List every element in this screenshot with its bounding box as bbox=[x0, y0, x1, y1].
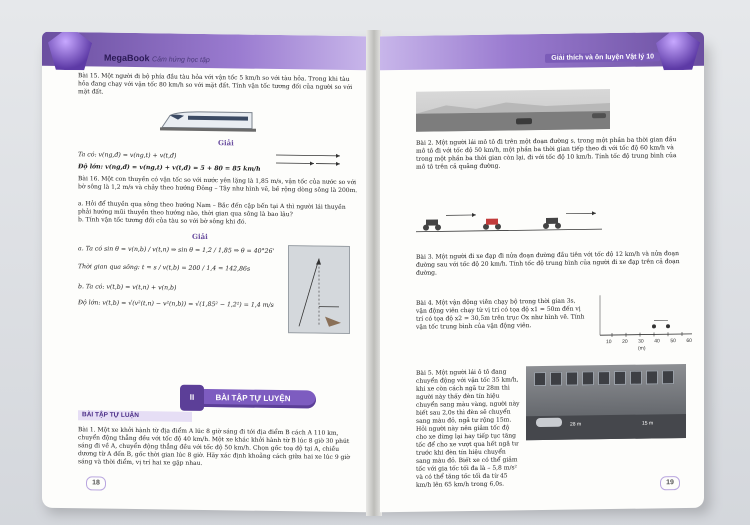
page-number-left: 18 bbox=[86, 476, 106, 490]
brand-name: MegaBook bbox=[104, 52, 150, 64]
exercise-3: Bài 3. Một người đi xe đạp đi nửa đoạn đường đầu tiên với tốc độ 12 km/h và nửa đoạn đường sau với tốc độ 20 km/h. Tính tốc độ trung bình của người đi xe đạp trên cả đoạn đường. bbox=[416, 250, 680, 277]
solution-2-b: b. Ta có: v(t,b) = v(t,n) + v(n,b) bbox=[78, 283, 177, 292]
exercise-16b: b. Tính vận tốc tương đối của tàu so với bờ sông khi đó. bbox=[78, 216, 247, 226]
solution-2-time: Thời gian qua sông: t = s / v(t,b) = 200 / 1,4 = 142,86s bbox=[78, 263, 251, 273]
solution-2-magnitude: Độ lớn: v(t,b) = √(v²(t,n) − v²(n,b)) = √(1,85² − 1,2²) = 1,4 m/s bbox=[78, 299, 274, 309]
velocity-vector-diagram bbox=[274, 147, 344, 174]
section-title: BÀI TẬP TỰ LUYỆN bbox=[215, 393, 291, 404]
solution-label-2: Giải bbox=[192, 231, 208, 242]
exercise-15: Bài 15. Một người đi bộ phía đầu tàu hỏa với vận tốc 5 km/h so với tàu hỏa. Trong khi tàu hỏa đang chạy với vận tốc 80 km/h so với mặt đất. Tính vận tốc tương đối của người so với mặt đất. bbox=[78, 72, 353, 96]
axis-tick-label: 40 bbox=[654, 338, 660, 345]
header-band bbox=[42, 32, 368, 71]
road-photo bbox=[416, 89, 610, 132]
brand-tagline: Cảm hứng học tập bbox=[152, 56, 210, 65]
exercise-5: Bài 5. Một người lái ô tô đang chuyển động với vận tốc 35 km/h, khi xe còn cách ngã tư 28m thì người này thấy đèn tín hiệu chuyển sang màu vàng, người này biết sau 2,0s thì đèn sẽ chuyển sang màu đỏ, ngã tư rộng 15m. Hỏi người này nên giảm tốc độ cho xe dừng lại hay tiếp tục tăng tốc để cho xe vượt qua hết ngã tư trước khi đèn tín hiệu chuyển sang màu đỏ. Biết xe có thể giảm tốc với gia tốc tối đa là – 5,8 m/s² và có thể tăng tốc tối đa từ 45 km/h lên 65 km/h trong 6,0s. bbox=[416, 368, 520, 489]
position-axis-diagram bbox=[594, 294, 694, 355]
distance-label-28m: 28 m bbox=[570, 421, 582, 428]
header-band-right bbox=[380, 32, 704, 71]
section-banner bbox=[190, 389, 316, 409]
exercise-16a: a. Hỏi để thuyền qua sông theo hướng Nam – Bắc đến cập bến tại A thì người lái thuyền phải hướng mũi thuyền theo hướng nào, thời gian qua sông là bao lâu? bbox=[78, 200, 346, 219]
train-image bbox=[160, 107, 256, 134]
exercise-1: Bài 1. Một xe khởi hành từ địa điểm A lúc 8 giờ sáng đi tới địa điểm B cách A 110 km, chuyển động thẳng đều với tốc độ 40 km/h. Một xe khác khởi hành từ B lúc 8 giờ 30 phút sáng đi về A, chuyển động thẳng đều với tốc độ 50 km/h. Chọn gốc toạ độ tại A, chiều dương từ A đến B, gốc thời gian lúc 8 giờ. Hãy xác định khoảng cách giữa hai xe lúc 9 giờ sáng và thời điểm, vị trí hai xe gặp nhau. bbox=[78, 426, 350, 467]
axis-tick-label: 60 bbox=[686, 337, 692, 344]
axis-tick-label: 50 bbox=[670, 338, 676, 345]
intersection-photo bbox=[526, 364, 686, 440]
motorbike-diagram bbox=[416, 203, 606, 246]
axis-tick-label: 30 bbox=[638, 338, 644, 345]
solution-2-a: a. Ta có sin θ = v(n,b) / v(t,n) ⇒ sin θ = 1,2 / 1,85 ⇒ θ = 40°26' bbox=[78, 245, 275, 255]
page-number-right: 19 bbox=[660, 476, 680, 490]
left-page bbox=[42, 32, 368, 513]
section-number: II bbox=[180, 385, 204, 411]
brand-logo bbox=[104, 53, 210, 64]
axis-tick-label: 10 bbox=[606, 339, 612, 346]
distance-label-15m: 15 m bbox=[642, 420, 654, 427]
solution-1-line-2: Độ lớn: v(ng,đ) = v(ng,t) + v(t,đ) = 5 + 80 = 85 km/h bbox=[78, 163, 261, 173]
solution-1-line-1: Ta có: v(ng,đ) = v(ng,t) + v(t,đ) bbox=[78, 151, 177, 160]
chapter-title: Giải thích và ôn luyện Vật lý 10 bbox=[545, 52, 660, 63]
exercise-16: Bài 16. Một con thuyền có vận tốc so với nước yên lặng là 1,85 m/s, vận tốc của nước so với bờ sông là 1,2 m/s và chảy theo hướng Đông – Tây như hình vẽ, bề rộng dòng sông là 200m. bbox=[78, 175, 358, 195]
right-page bbox=[380, 32, 704, 513]
subsection-heading: BÀI TẬP TỰ LUẬN bbox=[78, 410, 192, 422]
car-icon bbox=[536, 418, 562, 427]
exercise-4: Bài 4. Một vận động viên chạy bộ trong thời gian 3s, vận động viên chạy từ vị trí có tọa độ x1 = 50m đến vị trí có tọa độ x2 = 30,5m trên trục Ox như hình vẽ. Tính vận tốc trung bình của vận động viên. bbox=[416, 297, 585, 331]
river-boat-image bbox=[288, 245, 350, 334]
axis-tick-label: 20 bbox=[622, 338, 628, 345]
axis-unit: (m) bbox=[638, 345, 646, 352]
exercise-2: Bài 2. Một người lái mô tô đi trên một đoạn đường s, trong một phần ba thời gian đầu mô tô đi với tốc độ 50 km/h, một phần ba thời gian tiếp theo đi với tốc độ 60 km/h và trong một phần ba thời gian còn lại, đi với tốc độ 10 km/h. Tính tốc độ trung bình của mô tô trên cả quãng đường. bbox=[416, 136, 677, 171]
solution-label-1: Giải bbox=[218, 138, 234, 148]
